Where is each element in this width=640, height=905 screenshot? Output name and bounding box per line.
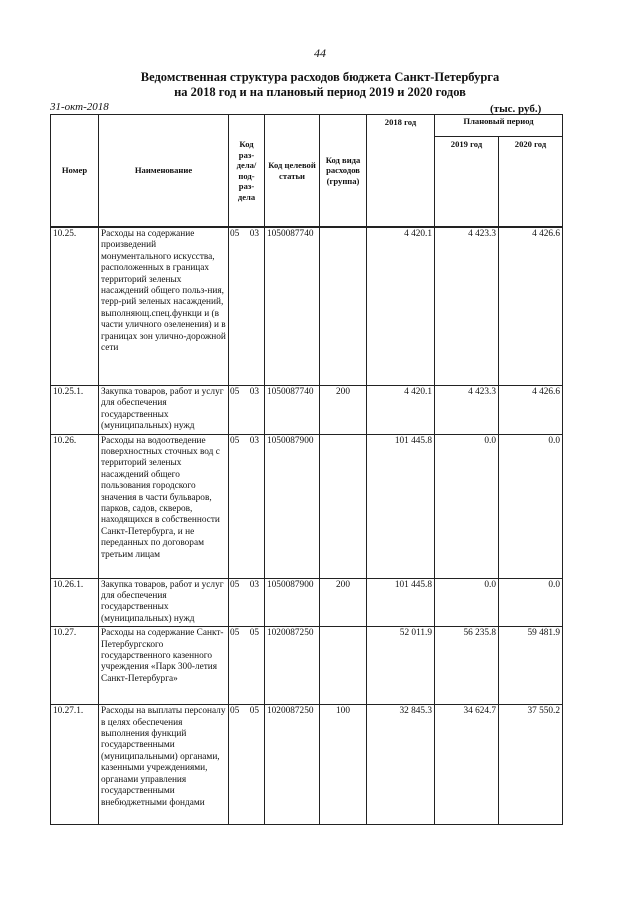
row-expense-type: 200 [320,386,367,435]
row-name: Расходы на водоотведение поверхностных сточных вод с территорий зеленых насаждений общего пользования городского значения в части бульваров, парков, садов, скверов, находящихся в собственности Санкт-Петербурга, и не переданных по договорам третьим лицам [99,434,229,578]
row-value-2020: 4 426.6 [499,228,563,386]
subsection-code: 05 [249,628,259,639]
row-name: Расходы на содержание произведений монументального искусства, расположенных в границах территорий зеленых насаждений общего польз-ния, терр-рий зеленых насаждений, выполняющ.спец.функци и (в части уличного озеленения) и в границах зон улично-дорожной сети [99,228,229,386]
row-name: Расходы на содержание Санкт-Петербургского государственного казенного учреждения «Парк 300-летия Санкт-Петербурга» [99,627,229,705]
section-code: 05 [230,387,240,397]
row-expense-type: 200 [320,578,367,627]
row-section [229,434,265,578]
row-value-2020: 4 426.6 [499,386,563,435]
row-section [229,627,265,705]
document-date: 31-окт-2018 [50,101,109,113]
section-code: 05 [230,579,240,590]
header-plan-period: Плановый период [435,115,563,137]
header-target: Код целевой статьи [265,115,320,227]
row-number: 10.25. [51,228,99,386]
row-number: 10.27. [51,627,99,705]
row-section [229,578,265,627]
header-number: Номер [51,115,99,227]
budget-table [50,114,563,825]
row-section [229,386,265,435]
row-value-2018: 52 011.9 [367,627,435,705]
table-row [51,578,563,627]
subsection-code: 03 [249,387,259,397]
title-line-1: Ведомственная структура расходов бюджета Санкт-Петербурга [140,70,500,84]
section-code: 05 [230,229,240,239]
row-number: 10.25.1. [51,386,99,435]
row-number: 10.26. [51,434,99,578]
row-target-code: 1050087740 [265,386,320,435]
table-row [51,434,563,578]
page-number: 44 [314,46,326,60]
row-value-2018: 101 445.8 [367,578,435,627]
row-target-code: 1050087900 [265,434,320,578]
section-code: 05 [230,706,240,717]
row-target-code: 1050087740 [265,228,320,386]
row-value-2020: 0.0 [499,578,563,627]
table-body [51,228,563,825]
subsection-code: 03 [249,435,259,446]
row-value-2018: 101 445.8 [367,434,435,578]
row-expense-type [320,627,367,705]
row-target-code: 1020087250 [265,627,320,705]
row-value-2019: 0.0 [435,434,499,578]
section-code: 05 [230,628,240,639]
units-label: (тыс. руб.) [490,103,542,115]
subsection-code: 05 [249,706,259,717]
row-name: Расходы на выплаты персоналу в целях обеспечения выполнения функций государственными (муниципальными) органами, казенными учреждениями, органами управления государственными внебюджетными фондами [99,705,229,825]
row-value-2019: 56 235.8 [435,627,499,705]
subsection-code: 03 [249,579,259,590]
document-title [40,70,600,100]
row-expense-type [320,434,367,578]
row-name: Закупка товаров, работ и услуг для обеспечения государственных (муниципальных) нужд [99,578,229,627]
header-name: Наименование [99,115,229,227]
row-value-2020: 37 550.2 [499,705,563,825]
row-value-2019: 4 423.3 [435,228,499,386]
table-row [51,228,563,386]
row-number: 10.26.1. [51,578,99,627]
table-row [51,627,563,705]
row-value-2018: 32 845.3 [367,705,435,825]
row-value-2018: 4 420.1 [367,228,435,386]
row-number: 10.27.1. [51,705,99,825]
table-row [51,705,563,825]
section-code: 05 [230,435,240,446]
header-2018: 2018 год [367,115,435,227]
row-value-2019: 34 624.7 [435,705,499,825]
row-name: Закупка товаров, работ и услуг для обеспечения государственных (муниципальных) нужд [99,386,229,435]
title-line-2: на 2018 год и на плановый период 2019 и 2020 годов [174,85,466,99]
row-expense-type [320,228,367,386]
row-section [229,228,265,386]
header-section: Код раз- дела/ под- раз- дела [229,115,265,227]
row-target-code: 1050087900 [265,578,320,627]
row-value-2020: 0.0 [499,434,563,578]
row-value-2019: 0.0 [435,578,499,627]
subsection-code: 03 [249,229,259,239]
row-value-2018: 4 420.1 [367,386,435,435]
row-value-2019: 4 423.3 [435,386,499,435]
table-row [51,386,563,435]
header-2019: 2019 год [435,137,499,227]
row-expense-type: 100 [320,705,367,825]
row-value-2020: 59 481.9 [499,627,563,705]
row-section [229,705,265,825]
header-expense-type: Код вида расходов (группа) [320,115,367,227]
row-target-code: 1020087250 [265,705,320,825]
header-2020: 2020 год [499,137,563,227]
